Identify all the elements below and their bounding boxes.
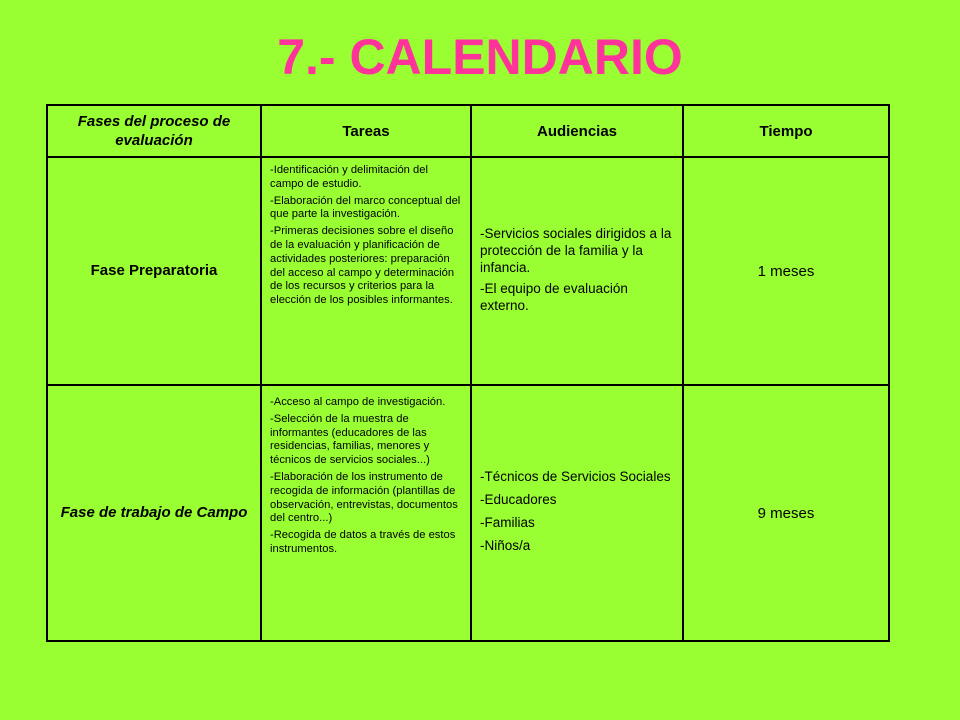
audience-item: -Servicios sociales dirigidos a la protección de la familia y la infancia. xyxy=(480,225,672,275)
time-cell: 1 meses xyxy=(683,157,889,385)
page-title: 7.- CALENDARIO xyxy=(277,29,683,85)
time-cell: 9 meses xyxy=(683,385,889,641)
header-audiences: Audiencias xyxy=(471,105,683,157)
audiences-cell xyxy=(471,157,683,385)
table-header-row xyxy=(47,105,889,157)
phase-cell: Fase Preparatoria xyxy=(47,157,261,385)
tasks-cell xyxy=(261,157,471,385)
header-tasks: Tareas xyxy=(261,105,471,157)
tasks-cell xyxy=(261,385,471,641)
task-item: -Identificación y delimitación del campo de estudio. xyxy=(270,164,428,190)
table-row xyxy=(47,385,889,641)
phase-cell: Fase de trabajo de Campo xyxy=(47,385,261,641)
task-item: -Elaboración de los instrumento de recogida de información (plantillas de observación, entrevistas, documentos del centro...) xyxy=(270,470,458,525)
audience-item: -Técnicos de Servicios Sociales xyxy=(480,469,671,484)
calendar-table-container xyxy=(46,104,888,640)
header-time: Tiempo xyxy=(683,105,889,157)
task-item: -Primeras decisiones sobre el diseño de la evaluación y planificación de actividades posteriores: preparación del acceso al campo y determinación de los recursos y criterios para la elección de los posibles informantes. xyxy=(270,225,455,307)
task-item: -Elaboración del marco conceptual del que parte la investigación. xyxy=(270,194,461,221)
audience-item: -El equipo de evaluación externo. xyxy=(480,280,628,313)
audiences-cell xyxy=(471,385,683,641)
task-item: -Selección de la muestra de informantes (educadores de las residencias, familias, menores y técnicos de servicios sociales...) xyxy=(270,412,430,467)
task-item: -Acceso al campo de investigación. xyxy=(270,396,446,408)
audience-item: -Familias xyxy=(480,515,535,530)
calendar-table xyxy=(46,104,890,642)
table-row xyxy=(47,157,889,385)
header-phases: Fases del proceso de evaluación xyxy=(47,105,261,157)
task-item: -Recogida de datos a través de estos instrumentos. xyxy=(270,529,456,555)
audience-item: -Niños/a xyxy=(480,538,531,553)
audience-item: -Educadores xyxy=(480,492,557,507)
